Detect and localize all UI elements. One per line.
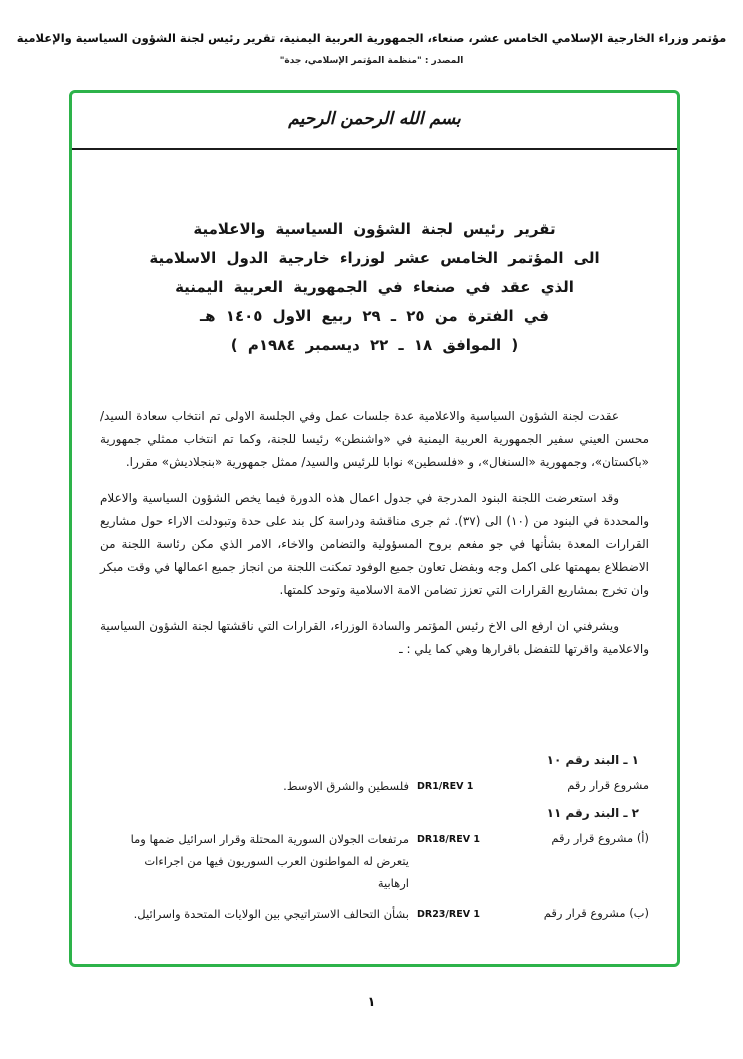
title-line-5: ( الموافق ١٨ ـ ٢٢ ديسمبر ١٩٨٤م ) — [230, 336, 519, 354]
header-rule — [72, 148, 677, 150]
list-item — [100, 828, 649, 894]
report-paragraph-1: عقدت لجنة الشؤون السياسية والاعلامية عدة جلسات عمل وفي الجلسة الاولى تم انتخاب سعادة السيد/ محسن العيني سفير الجمهورية العربية اليمنية في «واشنطن» رئيسا للجنة، وكما تم انتخاب ممثلي جمهورية «باكستان»، وجمهورية «السنغال»، و «فلسطين» نوابا للرئيس والسيد/ ممثل جمهورية «بنجلاديش» مقررا. — [100, 409, 649, 469]
entry-description: مرتفعات الجولان السورية المحتلة وقرار اسرائيل ضمها وما يتعرض له المواطنون العرب السوريون فيها من اجراءات ارهابية — [130, 832, 409, 890]
title-line-3: الذي عقد في صنعاء في الجمهورية العربية اليمنية — [175, 278, 574, 296]
resolutions-list — [100, 745, 649, 934]
entry-label: (أ) مشروع قرار رقم — [551, 831, 649, 845]
title-line-1: تقرير رئيس لجنة الشؤون السياسية والاعلامية — [193, 220, 556, 238]
entry-description: فلسطين والشرق الاوسط. — [283, 779, 409, 793]
basmala-text: بسم الله الرحمن الرحيم — [288, 109, 461, 129]
title-line-2: الى المؤتمر الخامس عشر لوزراء خارجية الدول الاسلامية — [149, 249, 600, 267]
list-item — [100, 775, 649, 797]
entry-code: DR23/REV 1 — [417, 909, 480, 920]
list-item — [100, 903, 649, 925]
page-number: ١ — [367, 995, 376, 1010]
item-heading-2: ٢ ـ البند رقم ١١ — [546, 806, 639, 820]
title-line-4: في الفترة من ٢٥ ـ ٢٩ ربيع الاول ١٤٠٥ هـ — [200, 307, 549, 325]
document-header-title: مؤتمر وزراء الخارجية الإسلامي الخامس عشر، صنعاء، الجمهورية العربية اليمنية، تقرير رئيس لجنة الشؤون السياسية والإعلامية — [16, 31, 727, 45]
report-body — [100, 405, 649, 674]
scanned-page — [69, 90, 680, 967]
report-paragraph-2: وقد استعرضت اللجنة البنود المدرجة في جدول اعمال هذه الدورة فيما يخص الشؤون السياسية والاعلام والمحددة في البنود من (١٠) الى (٣٧). ثم جرى مناقشة ودراسة كل بند على حدة وتبودلت الاراء حول مشاريع القرارات المعدة بشأنها في جو مفعم بروح المسؤولية والتضامن والاخاء، الامر الذي مكن رئاسة اللجنة من الاضطلاع بمهمتها على اكمل وجه وبفضل تعاون جميع الوفود تمكنت اللجنة من انجاز جميع اعمالها في وقت مبكر وان تخرج بمشاريع القرارات التي تعزز تضامن الامة الاسلامية وتوحد كلمتها. — [100, 491, 649, 597]
item-heading-1: ١ ـ البند رقم ١٠ — [546, 753, 639, 767]
document-source-line: المصدر : "منظمة المؤتمر الإسلامي، جدة" — [279, 56, 464, 66]
entry-label: (ب) مشروع قرار رقم — [543, 906, 649, 920]
report-paragraph-3: ويشرفني ان ارفع الى الاخ رئيس المؤتمر والسادة الوزراء، القرارات التي ناقشتها لجنة الشؤون السياسية والاعلامية واقرتها للتفضل باقرارها وهي كما يلي : ـ — [100, 619, 649, 656]
entry-code: DR18/REV 1 — [417, 834, 480, 845]
entry-label: مشروع قرار رقم — [567, 778, 649, 792]
report-title-block — [72, 215, 677, 360]
entry-description: بشأن التحالف الاستراتيجي بين الولايات المتحدة واسرائيل. — [133, 907, 409, 921]
entry-code: DR1/REV 1 — [417, 781, 474, 792]
